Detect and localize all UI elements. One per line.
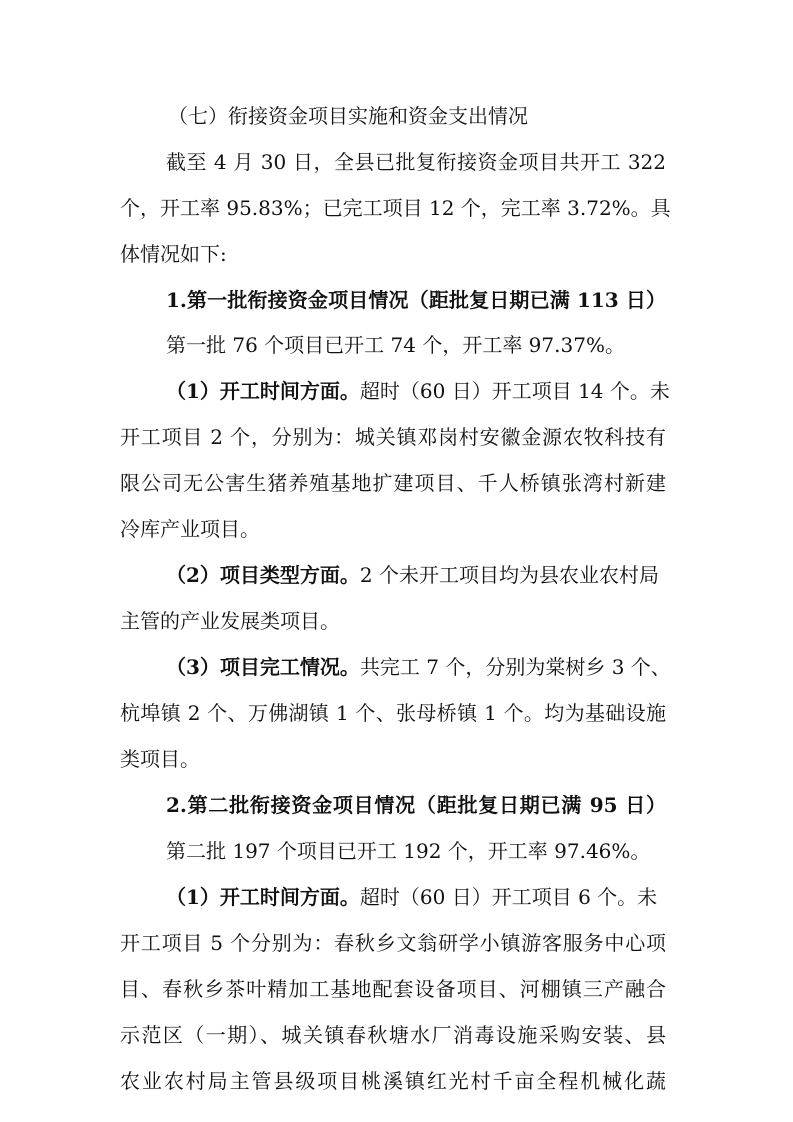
batch1-title: 1.第一批衔接资金项目情况（距批复日期已满 113 日） bbox=[166, 288, 666, 312]
batch2-item1-line: 目、春秋乡茶叶精加工基地配套设备项目、河棚镇三产融合 bbox=[120, 977, 666, 1001]
batch2-item1-line: （1）开工时间方面。超时（60 日）开工项目 6 个。未 bbox=[166, 885, 658, 909]
batch1-item1-line: 开工项目 2 个，分别为：城关镇邓岗村安徽金源农牧科技有 bbox=[120, 425, 666, 449]
summary-line: 个，开工率 95.83%；已完工项目 12 个，完工率 3.72%。具 bbox=[120, 196, 671, 220]
batch1-item3-line: （3）项目完工情况。共完工 7 个，分别为棠树乡 3 个、 bbox=[166, 655, 671, 679]
batch2-item1-line: 开工项目 5 个分别为：春秋乡文翁研学小镇游客服务中心项 bbox=[120, 931, 666, 955]
batch2-title: 2.第二批衔接资金项目情况（距批复日期已满 95 日） bbox=[166, 793, 666, 817]
batch1-item3-label: （3）项目完工情况。 bbox=[166, 655, 360, 679]
batch2-item1-line: 农业农村局主管县级项目桃溪镇红光村千亩全程机械化蔬 bbox=[120, 1069, 666, 1093]
batch1-item1-label: （1）开工时间方面。 bbox=[166, 379, 360, 403]
batch1-item2-line: 主管的产业发展类项目。 bbox=[120, 609, 340, 633]
section-heading: （七）衔接资金项目实施和资金支出情况 bbox=[168, 104, 528, 128]
summary-line: 截至 4 月 30 日，全县已批复衔接资金项目共开工 322 bbox=[166, 150, 666, 174]
batch1-item1-line: 限公司无公害生猪养殖基地扩建项目、千人桥镇张湾村新建 bbox=[120, 471, 666, 495]
batch1-item2-line: （2）项目类型方面。2 个未开工项目均为县农业农村局 bbox=[166, 563, 660, 587]
batch1-item1-line: （1）开工时间方面。超时（60 日）开工项目 14 个。未 bbox=[166, 379, 670, 403]
batch2-item1-label: （1）开工时间方面。 bbox=[166, 885, 360, 909]
summary-line: 体情况如下: bbox=[120, 242, 227, 266]
batch1-item2-label: （2）项目类型方面。 bbox=[166, 563, 360, 587]
batch1-item3-line: 类项目。 bbox=[120, 747, 200, 771]
batch2-item1-line: 示范区（一期）、城关镇春秋塘水厂消毒设施采购安装、县 bbox=[120, 1023, 666, 1047]
batch2-overview: 第二批 197 个项目已开工 192 个，开工率 97.46%。 bbox=[166, 839, 651, 863]
batch1-item1-line: 冷库产业项目。 bbox=[120, 517, 260, 541]
batch1-item3-line: 杭埠镇 2 个、万佛湖镇 1 个、张母桥镇 1 个。均为基础设施 bbox=[120, 701, 666, 725]
batch1-overview: 第一批 76 个项目已开工 74 个，开工率 97.37%。 bbox=[166, 333, 625, 357]
